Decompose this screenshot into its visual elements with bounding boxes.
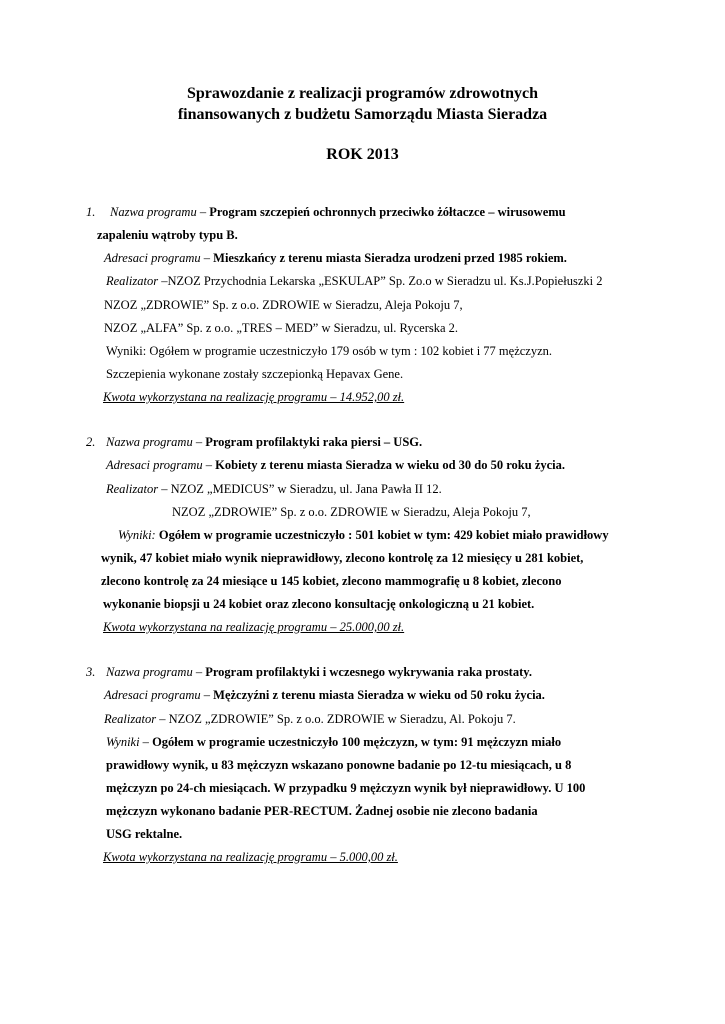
program-1-contractor-1: NZOZ Przychodnia Lekarska „ESKULAP” Sp. Zo.o w Sieradzu ul. Ks.J.Popiełuszki 2 bbox=[167, 274, 603, 288]
program-1-recipients-label: Adresaci programu – bbox=[104, 251, 211, 265]
program-1-name-value: Program szczepień ochronnych przeciwko żółtaczce – wirusowemu bbox=[209, 205, 566, 219]
program-3-name-value: Program profilaktyki i wczesnego wykrywania raka prostaty. bbox=[205, 665, 532, 679]
program-2-results bbox=[118, 527, 609, 543]
program-2-results-2: wynik, 47 kobiet miało wynik nieprawidłowy, zlecono kontrolę za 12 miesięcy u 281 kobiet, bbox=[101, 551, 584, 565]
program-2-results-1: Ogółem w programie uczestniczyło : 501 kobiet w tym: 429 kobiet miało prawidłowy bbox=[158, 528, 609, 542]
title-line-1: Sprawozdanie z realizacji programów zdrowotnych bbox=[186, 85, 539, 102]
program-2-results-3: zlecono kontrolę za 24 miesiące u 145 kobiet, zlecono mammografię u 8 kobiet, zlecono bbox=[101, 574, 562, 588]
program-1-contractor bbox=[106, 273, 602, 289]
program-3-recipients-value: Mężczyźni z terenu miasta Sieradza w wieku od 50 roku życia. bbox=[213, 688, 545, 702]
program-1-contractor-2: NZOZ „ZDROWIE” Sp. z o.o. ZDROWIE w Sieradzu, Aleja Pokoju 7, bbox=[104, 298, 463, 312]
program-1-name bbox=[110, 204, 566, 220]
program-2-amount: Kwota wykorzystana na realizację programu – 25.000,00 zł. bbox=[103, 620, 405, 634]
report-year: ROK 2013 bbox=[326, 146, 399, 163]
program-2-recipients-label: Adresaci programu – bbox=[106, 458, 213, 472]
program-1-name-cont: zapaleniu wątroby typu B. bbox=[97, 228, 238, 242]
program-2-name bbox=[106, 434, 422, 450]
program-3-contractor-label: Realizator – bbox=[104, 712, 166, 726]
program-2-name-value: Program profilaktyki raka piersi – USG. bbox=[205, 435, 423, 449]
program-3-name bbox=[106, 664, 532, 680]
program-3-results-2: prawidłowy wynik, u 83 mężczyzn wskazano ponowne badanie po 12-tu miesiącach, u 8 bbox=[106, 758, 572, 772]
program-3-results-5: USG rektalne. bbox=[106, 827, 183, 841]
program-1-contractor-label: Realizator – bbox=[106, 274, 168, 288]
program-1-recipients-value: Mieszkańcy z terenu miasta Sieradza urodzeni przed 1985 rokiem. bbox=[213, 251, 567, 265]
program-1-number: 1. bbox=[86, 205, 96, 219]
program-3-amount: Kwota wykorzystana na realizację programu – 5.000,00 zł. bbox=[103, 850, 398, 864]
program-2-results-4: wykonanie biopsji u 24 kobiet oraz zlecono konsultację onkologiczną u 21 kobiet. bbox=[103, 597, 535, 611]
program-1-name-label: Nazwa programu – bbox=[110, 205, 207, 219]
program-2-number: 2. bbox=[86, 435, 96, 449]
program-3-name-label: Nazwa programu – bbox=[106, 665, 203, 679]
title-line-2: finansowanych z budżetu Samorządu Miasta Sieradza bbox=[177, 106, 548, 123]
program-3-results-4: mężczyzn wykonano badanie PER-RECTUM. Żadnej osobie nie zlecono badania bbox=[106, 804, 538, 818]
program-2-contractor bbox=[106, 481, 442, 497]
program-2-name-label: Nazwa programu – bbox=[106, 435, 203, 449]
program-3-results-label: Wyniki – bbox=[106, 735, 149, 749]
program-1-recipients bbox=[104, 250, 567, 266]
program-1-results-1: Wyniki: Ogółem w programie uczestniczyło 179 osób w tym : 102 kobiet i 77 mężczyzn. bbox=[106, 344, 553, 358]
program-3-number: 3. bbox=[86, 665, 96, 679]
program-1-results-2: Szczepienia wykonane zostały szczepionką Hepavax Gene. bbox=[106, 367, 404, 381]
program-2-contractor-2: NZOZ „ZDROWIE” Sp. z o.o. ZDROWIE w Sieradzu, Aleja Pokoju 7, bbox=[172, 505, 531, 519]
program-2-results-label: Wyniki: bbox=[118, 528, 156, 542]
program-2-recipients bbox=[106, 457, 565, 473]
program-3-recipients-label: Adresaci programu – bbox=[104, 688, 211, 702]
program-2-contractor-label: Realizator – bbox=[106, 482, 168, 496]
program-2-contractor-1: NZOZ „MEDICUS” w Sieradzu, ul. Jana Pawła II 12. bbox=[170, 482, 442, 496]
program-3-contractor-1: NZOZ „ZDROWIE” Sp. z o.o. ZDROWIE w Sieradzu, Al. Pokoju 7. bbox=[168, 712, 516, 726]
program-2-recipients-value: Kobiety z terenu miasta Sieradza w wieku od 30 do 50 roku życia. bbox=[215, 458, 566, 472]
program-3-results-1: Ogółem w programie uczestniczyło 100 mężczyzn, w tym: 91 mężczyzn miało bbox=[152, 735, 562, 749]
program-3-recipients bbox=[104, 687, 545, 703]
program-3-results-3: mężczyzn po 24-ch miesiącach. W przypadku 9 mężczyzn wynik był nieprawidłowy. U 100 bbox=[106, 781, 586, 795]
program-1-amount: Kwota wykorzystana na realizację programu – 14.952,00 zł. bbox=[103, 390, 405, 404]
program-3-results bbox=[106, 734, 561, 750]
program-3-contractor bbox=[104, 711, 516, 727]
program-1-contractor-3: NZOZ „ALFA” Sp. z o.o. „TRES – MED” w Sieradzu, ul. Rycerska 2. bbox=[104, 321, 459, 335]
